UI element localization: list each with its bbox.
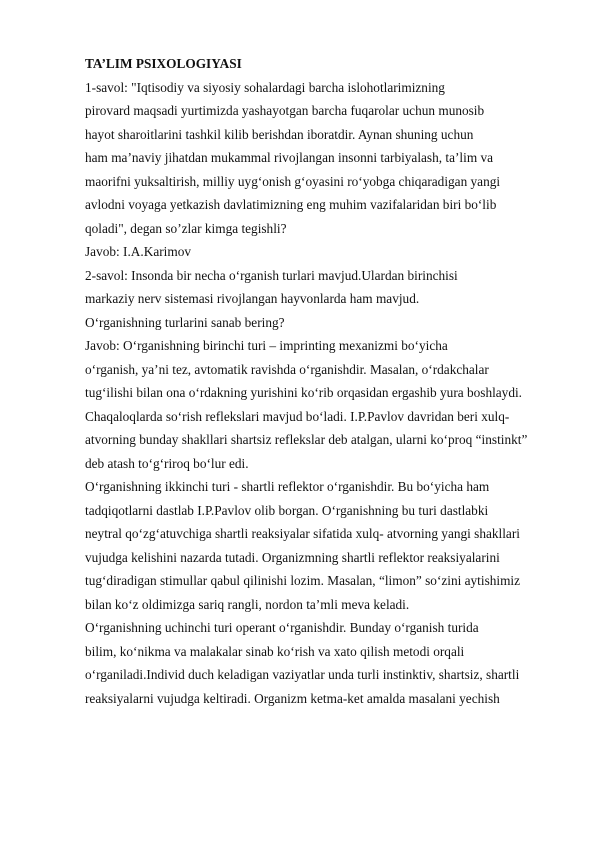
text-line: O‘rganishning uchinchi turi operant o‘rganishdir. Bunday o‘rganish turida [85,620,479,635]
text-line: neytral qo‘zg‘atuvchiga shartli reaksiyalar sifatida xulq- atvorning yangi shakllari [85,526,520,541]
text-line: avlodni voyaga yetkazish davlatimizning eng muhim vazifalaridan biri bo‘lib [85,197,497,212]
text-line: tug‘ilishi bilan ona o‘rdakning yurishini ko‘rib orqasidan ergashib yura boshlaydi. [85,385,522,400]
document-title: TA’LIM PSIXOLOGIYASI [85,56,242,71]
text-line: qoladi", degan so’zlar kimga tegishli? [85,220,287,236]
text-line: o‘rganish, ya’ni tez, avtomatik ravishda o‘rganishdir. Masalan, o‘rdakchalar [85,361,489,377]
text-line: 1-savol: "Iqtisodiy va siyosiy sohalardagi barcha islohotlarimizning [85,79,445,95]
text-line: hayot sharoitlarini tashkil kilib berishdan iboratdir. Aynan shuning uchun [85,126,474,142]
text-line: O‘rganishning turlarini sanab bering? [85,314,285,330]
text-line: maorifni yuksaltirish, milliy uyg‘onish g‘oyasini ro‘yobga chiqaradigan yangi [85,173,501,189]
text-line: atvorning bunday shakllari shartsiz reflekslar deb atalgan, ularni ko‘proq “instinkt” [85,432,528,447]
answer-line: Javob: I.A.Karimov [85,244,191,259]
document-body [85,52,565,710]
text-line: bilan ko‘z oldimizga sariq rangli, nordon ta’mli meva keladi. [85,596,410,612]
text-line: markaziy nerv sistemasi rivojlangan hayvonlarda ham mavjud. [85,291,420,306]
text-line: tug‘diradigan stimullar qabul qilinishi lozim. Masalan, “limon” so‘zini aytishimiz [85,573,521,588]
text-line: ham ma’naviy jihatdan mukammal rivojlangan insonni tarbiyalash, ta’lim va [85,150,494,165]
text-line: tadqiqotlarni dastlab I.P.Pavlov olib borgan. O‘rganishning bu turi dastlabki [85,502,489,518]
answer-line: Javob: O‘rganishning birinchi turi – imprinting mexanizmi bo‘yicha [85,338,448,353]
text-line: pirovard maqsadi yurtimizda yashayotgan barcha fuqarolar uchun munosib [85,103,485,118]
text-line: deb atash to‘g‘riroq bo‘lur edi. [85,455,249,471]
text-line: 2-savol: Insonda bir necha o‘rganish turlari mavjud.Ulardan birinchisi [85,267,458,283]
text-line: Chaqaloqlarda so‘rish reflekslari mavjud bo‘ladi. I.P.Pavlov davridan beri xulq- [85,408,510,424]
text-line: vujudga kelishini nazarda tutadi. Organizmning shartli reflektor reaksiyalarini [85,549,500,565]
text-line: o‘rganiladi.Individ duch keladigan vaziyatlar unda turli instinktiv, shartsiz, shartli [85,667,520,682]
text-line: bilim, ko‘nikma va malakalar sinab ko‘rish va xato qilish metodi orqali [85,643,465,659]
text-line: O‘rganishning ikkinchi turi - shartli reflektor o‘rganishdir. Bu bo‘yicha ham [85,479,490,494]
text-line: reaksiyalarni vujudga keltiradi. Organizm ketma-ket amalda masalani yechish [85,690,500,706]
